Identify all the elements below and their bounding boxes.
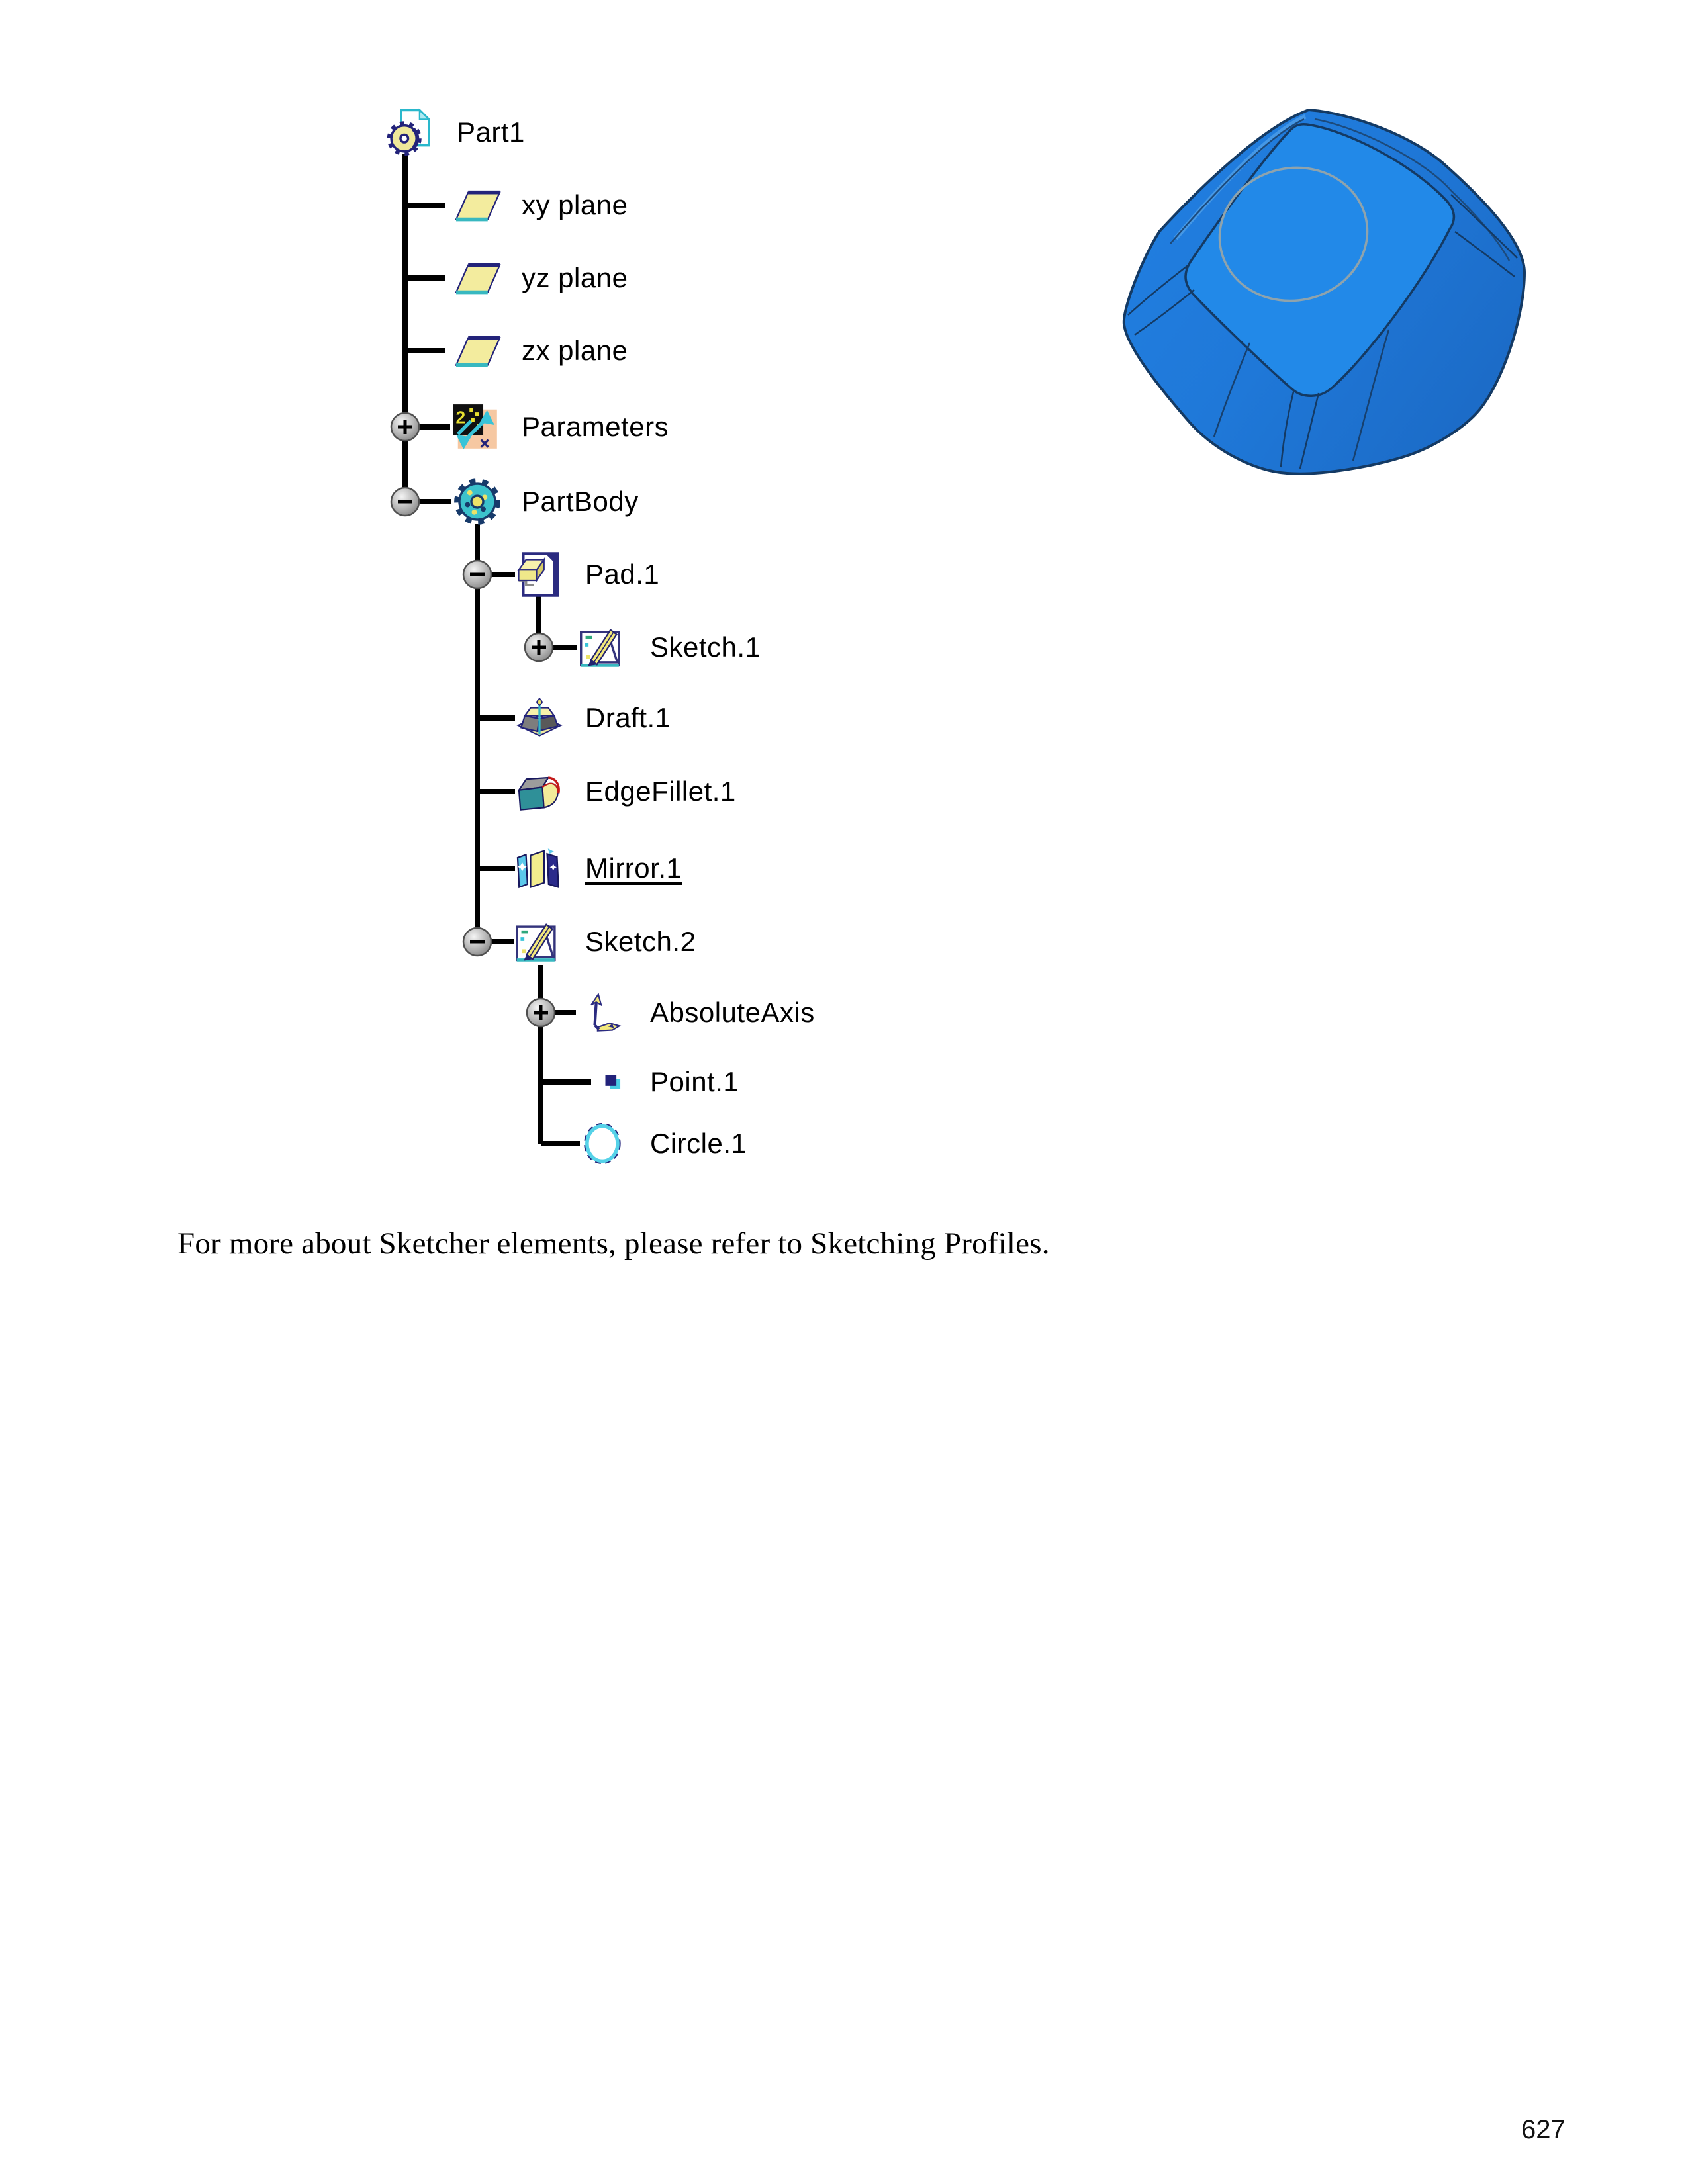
part-3d-view [1120, 97, 1533, 480]
expander-parameters[interactable] [391, 413, 419, 441]
partbody-icon[interactable] [453, 478, 501, 525]
point-icon[interactable] [599, 1069, 624, 1095]
tree-label[interactable]: PartBody [522, 485, 639, 517]
tree-label[interactable]: Sketch.1 [650, 631, 761, 662]
part-icon[interactable] [386, 108, 435, 157]
tree-label[interactable]: yz plane [522, 261, 628, 293]
tree-node-pad1[interactable] [516, 550, 659, 599]
axis-icon[interactable] [577, 992, 622, 1033]
parameters-icon[interactable] [452, 404, 498, 450]
tree-label[interactable]: Circle.1 [650, 1127, 747, 1159]
tree-node-draft1[interactable] [516, 698, 671, 739]
tree-node-absoluteaxis[interactable] [577, 992, 815, 1033]
tree-node-circle1[interactable] [583, 1122, 747, 1165]
tree-label[interactable]: zx plane [522, 334, 628, 366]
edgefillet-icon[interactable] [516, 771, 563, 812]
svg-text:2: 2 [455, 407, 466, 428]
page-number: 627 [1521, 2115, 1566, 2144]
tree-label[interactable]: EdgeFillet.1 [585, 775, 736, 807]
plane-icon[interactable] [453, 189, 502, 222]
caption-text: For more about Sketcher elements, please refer to Sketching Profiles. [177, 1226, 1050, 1261]
expander-partbody[interactable] [391, 488, 419, 516]
tree-label[interactable]: Part1 [457, 116, 525, 148]
tree-node-xy-plane[interactable] [453, 189, 628, 222]
tree-label[interactable]: AbsoluteAxis [650, 996, 815, 1028]
tree-label[interactable]: Parameters [522, 410, 669, 442]
tree-node-mirror1[interactable] [514, 847, 682, 889]
tree-node-yz-plane[interactable] [453, 261, 628, 295]
tree-node-sketch2[interactable] [514, 921, 696, 963]
draft-icon[interactable] [516, 698, 563, 739]
tree-label[interactable]: Mirror.1 [585, 852, 682, 884]
tree-label[interactable]: Pad.1 [585, 558, 660, 590]
tree-node-parameters[interactable] [452, 404, 669, 450]
sketch-icon[interactable] [514, 921, 565, 963]
tree-label[interactable]: Sketch.2 [585, 925, 696, 957]
tree-node-sketch1[interactable] [579, 626, 761, 668]
expander-pad1[interactable] [463, 561, 491, 588]
tree-node-partbody[interactable] [453, 478, 639, 525]
plane-icon[interactable] [453, 334, 502, 367]
pad-icon[interactable] [516, 550, 563, 599]
mirror-icon[interactable] [514, 847, 563, 889]
expander-absoluteaxis[interactable] [527, 999, 555, 1026]
expander-sketch2[interactable] [463, 928, 491, 956]
tree-node-point1[interactable] [599, 1067, 739, 1097]
tree-label[interactable]: Draft.1 [585, 702, 671, 733]
tree-node-part1[interactable] [386, 108, 525, 157]
tree-label[interactable]: xy plane [522, 189, 628, 220]
sketch-icon[interactable] [579, 626, 629, 668]
tree-node-zx-plane[interactable] [453, 334, 628, 367]
tree-label[interactable]: Point.1 [650, 1066, 739, 1097]
plane-icon[interactable] [453, 261, 502, 295]
expander-sketch1[interactable] [525, 633, 553, 661]
tree-node-edgefillet1[interactable] [516, 771, 736, 812]
circle-icon[interactable] [583, 1122, 624, 1165]
